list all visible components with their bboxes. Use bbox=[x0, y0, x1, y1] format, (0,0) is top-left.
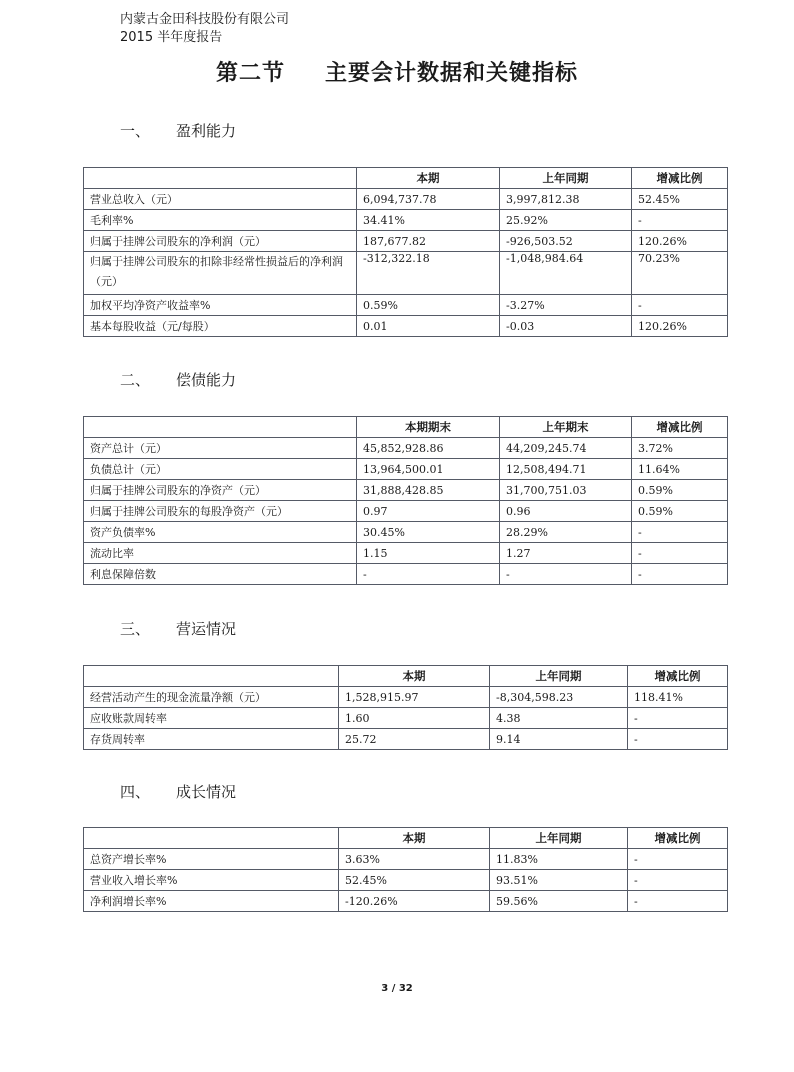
table-cell: - bbox=[628, 891, 728, 912]
row-label: 净利润增长率% bbox=[84, 891, 339, 912]
row-label: 归属于挂牌公司股东的净资产（元） bbox=[84, 480, 357, 501]
table-cell: - bbox=[628, 729, 728, 750]
profitability-table bbox=[83, 167, 728, 337]
table-cell: -312,322.18 bbox=[357, 252, 500, 295]
row-label: 利息保障倍数 bbox=[84, 564, 357, 585]
table-cell: 93.51% bbox=[490, 870, 628, 891]
table-cell: - bbox=[632, 295, 728, 316]
section-heading-operations bbox=[120, 618, 236, 639]
table-row bbox=[84, 438, 728, 459]
row-label: 营业收入增长率% bbox=[84, 870, 339, 891]
table-row bbox=[84, 870, 728, 891]
column-header: 增减比例 bbox=[628, 666, 728, 687]
table-row bbox=[84, 687, 728, 708]
column-header bbox=[84, 168, 357, 189]
table-row bbox=[84, 708, 728, 729]
row-label: 营业总收入（元） bbox=[84, 189, 357, 210]
table-header-row bbox=[84, 666, 728, 687]
table-cell: 3.63% bbox=[339, 849, 490, 870]
table-cell: 34.41% bbox=[357, 210, 500, 231]
table-cell: 30.45% bbox=[357, 522, 500, 543]
row-label: 归属于挂牌公司股东的扣除非经常性损益后的净利润（元） bbox=[84, 252, 357, 295]
table-row bbox=[84, 543, 728, 564]
column-header: 增减比例 bbox=[632, 168, 728, 189]
section-number: 二、 bbox=[120, 371, 151, 389]
table-cell: 118.41% bbox=[628, 687, 728, 708]
table-cell: 9.14 bbox=[490, 729, 628, 750]
table-cell: 1.27 bbox=[500, 543, 632, 564]
table-cell: 187,677.82 bbox=[357, 231, 500, 252]
table-cell: 25.92% bbox=[500, 210, 632, 231]
table-cell: 6,094,737.78 bbox=[357, 189, 500, 210]
table-cell: 1.15 bbox=[357, 543, 500, 564]
table-cell: 3.72% bbox=[632, 438, 728, 459]
table-cell: 44,209,245.74 bbox=[500, 438, 632, 459]
table-cell: 120.26% bbox=[632, 316, 728, 337]
column-header bbox=[84, 828, 339, 849]
table-cell: - bbox=[500, 564, 632, 585]
table-header-row bbox=[84, 828, 728, 849]
table-row bbox=[84, 295, 728, 316]
table-row bbox=[84, 729, 728, 750]
table-row bbox=[84, 891, 728, 912]
column-header bbox=[84, 666, 339, 687]
section-number: 三、 bbox=[120, 620, 151, 638]
table-cell: 59.56% bbox=[490, 891, 628, 912]
table-cell: 4.38 bbox=[490, 708, 628, 729]
running-header bbox=[120, 11, 289, 47]
column-header bbox=[84, 417, 357, 438]
row-label: 负债总计（元） bbox=[84, 459, 357, 480]
table-cell: - bbox=[632, 543, 728, 564]
column-header: 上年同期 bbox=[490, 828, 628, 849]
column-header: 增减比例 bbox=[628, 828, 728, 849]
page-title bbox=[0, 56, 794, 87]
table-cell: 52.45% bbox=[339, 870, 490, 891]
table-cell: -1,048,984.64 bbox=[500, 252, 632, 295]
table-row bbox=[84, 210, 728, 231]
table-cell: - bbox=[628, 849, 728, 870]
column-header: 本期 bbox=[339, 666, 490, 687]
table-header-row bbox=[84, 417, 728, 438]
table-cell: -8,304,598.23 bbox=[490, 687, 628, 708]
table-row bbox=[84, 189, 728, 210]
section-number: 一、 bbox=[120, 122, 151, 140]
table-cell: 12,508,494.71 bbox=[500, 459, 632, 480]
table-row bbox=[84, 522, 728, 543]
section-heading-solvency bbox=[120, 369, 236, 390]
company-name: 内蒙古金田科技股份有限公司 bbox=[120, 12, 290, 27]
table-cell: 70.23% bbox=[632, 252, 728, 295]
table-cell: - bbox=[628, 870, 728, 891]
table-cell: -0.03 bbox=[500, 316, 632, 337]
table-cell: 13,964,500.01 bbox=[357, 459, 500, 480]
report-name: 2015 半年度报告 bbox=[120, 30, 223, 45]
table-cell: 0.59% bbox=[357, 295, 500, 316]
table-cell: 120.26% bbox=[632, 231, 728, 252]
column-header: 本期 bbox=[357, 168, 500, 189]
row-label: 加权平均净资产收益率% bbox=[84, 295, 357, 316]
table-cell: 0.01 bbox=[357, 316, 500, 337]
table-cell: 52.45% bbox=[632, 189, 728, 210]
row-label: 经营活动产生的现金流量净额（元） bbox=[84, 687, 339, 708]
table-cell: 1,528,915.97 bbox=[339, 687, 490, 708]
row-label: 基本每股收益（元/每股） bbox=[84, 316, 357, 337]
table-row bbox=[84, 316, 728, 337]
row-label: 流动比率 bbox=[84, 543, 357, 564]
section-title: 营运情况 bbox=[176, 620, 237, 638]
table-cell: -926,503.52 bbox=[500, 231, 632, 252]
solvency-table bbox=[83, 416, 728, 585]
table-cell: 11.83% bbox=[490, 849, 628, 870]
row-label: 资产负债率% bbox=[84, 522, 357, 543]
table-cell: 0.96 bbox=[500, 501, 632, 522]
table-cell: 31,888,428.85 bbox=[357, 480, 500, 501]
table-row bbox=[84, 501, 728, 522]
table-cell: - bbox=[632, 210, 728, 231]
row-label: 归属于挂牌公司股东的每股净资产（元） bbox=[84, 501, 357, 522]
column-header: 上年同期 bbox=[500, 168, 632, 189]
row-label: 资产总计（元） bbox=[84, 438, 357, 459]
table-cell: 0.97 bbox=[357, 501, 500, 522]
table-cell: 3,997,812.38 bbox=[500, 189, 632, 210]
table-cell: 31,700,751.03 bbox=[500, 480, 632, 501]
column-header: 上年同期 bbox=[490, 666, 628, 687]
title-text: 主要会计数据和关键指标 bbox=[325, 61, 579, 86]
section-title: 盈利能力 bbox=[176, 122, 237, 140]
row-label: 毛利率% bbox=[84, 210, 357, 231]
section-number: 四、 bbox=[120, 783, 151, 801]
table-cell: 25.72 bbox=[339, 729, 490, 750]
table-cell: 28.29% bbox=[500, 522, 632, 543]
section-title: 偿债能力 bbox=[176, 371, 237, 389]
table-cell: - bbox=[632, 564, 728, 585]
table-cell: - bbox=[628, 708, 728, 729]
table-cell: - bbox=[357, 564, 500, 585]
row-label: 存货周转率 bbox=[84, 729, 339, 750]
row-label: 总资产增长率% bbox=[84, 849, 339, 870]
row-label: 应收账款周转率 bbox=[84, 708, 339, 729]
table-cell: 11.64% bbox=[632, 459, 728, 480]
column-header: 增减比例 bbox=[632, 417, 728, 438]
table-cell: 1.60 bbox=[339, 708, 490, 729]
section-heading-growth bbox=[120, 781, 236, 802]
table-cell: 45,852,928.86 bbox=[357, 438, 500, 459]
row-label: 归属于挂牌公司股东的净利润（元） bbox=[84, 231, 357, 252]
table-cell: -120.26% bbox=[339, 891, 490, 912]
table-row bbox=[84, 459, 728, 480]
table-row bbox=[84, 564, 728, 585]
column-header: 本期期末 bbox=[357, 417, 500, 438]
operations-table bbox=[83, 665, 728, 750]
table-header-row bbox=[84, 168, 728, 189]
table-row bbox=[84, 231, 728, 252]
table-row bbox=[84, 252, 728, 295]
section-title: 成长情况 bbox=[176, 783, 237, 801]
column-header: 本期 bbox=[339, 828, 490, 849]
table-row bbox=[84, 849, 728, 870]
table-row bbox=[84, 480, 728, 501]
table-cell: 0.59% bbox=[632, 480, 728, 501]
table-cell: -3.27% bbox=[500, 295, 632, 316]
table-cell: - bbox=[632, 522, 728, 543]
column-header: 上年期末 bbox=[500, 417, 632, 438]
title-section-number: 第二节 bbox=[215, 61, 285, 86]
page-number: 3 / 32 bbox=[381, 983, 413, 994]
table-cell: 0.59% bbox=[632, 501, 728, 522]
growth-table bbox=[83, 827, 728, 912]
section-heading-profitability bbox=[120, 120, 236, 141]
